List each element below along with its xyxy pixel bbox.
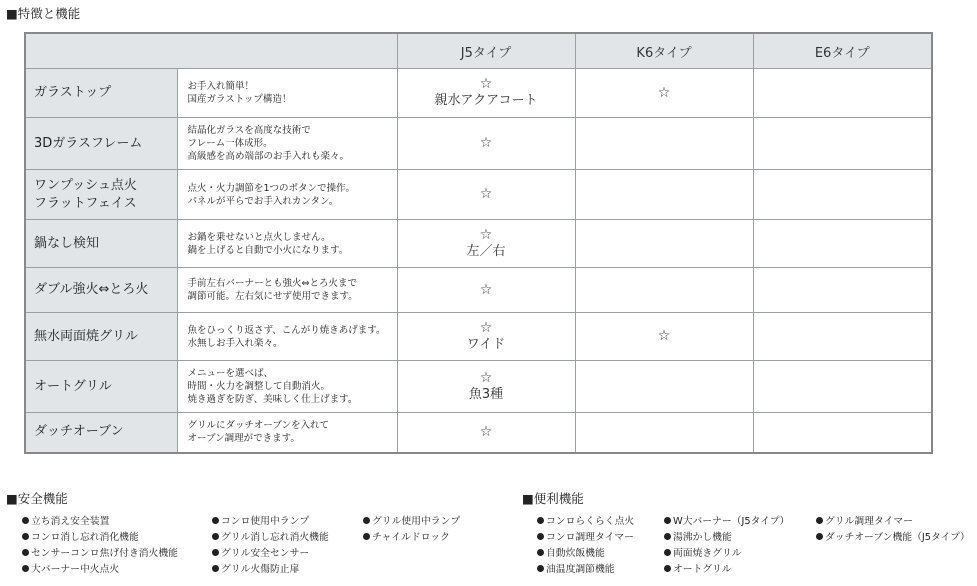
list-item-label: コンロ使用中ランプ (221, 516, 310, 527)
description-line: 結晶化ガラスを高度な技術で (187, 125, 311, 136)
description-line: 焼き過ぎを防ぎ、美味しく仕上げます。 (187, 394, 358, 405)
k6-cell (575, 69, 753, 118)
bullet-icon (537, 565, 544, 572)
feature-name (25, 69, 177, 118)
list-item-label: 立ち消え安全装置 (31, 516, 110, 527)
list-item-label: コンロ消し忘れ消化機能 (31, 532, 139, 543)
list-item (22, 546, 178, 562)
feature-description (177, 313, 397, 361)
j5-cell (397, 413, 575, 453)
list-item-label: W大バーナー（J5タイプ） (673, 516, 790, 527)
star-icon: ☆ (479, 226, 493, 243)
description-line: お手入れ簡単！ (187, 81, 255, 92)
description-line: お鍋を乗せないと点火しません。 (187, 231, 331, 243)
star-icon: ☆ (657, 328, 671, 344)
convenience-section-title: ■便利機能 (522, 491, 584, 506)
j5-cell (397, 268, 575, 313)
feature-description (177, 220, 397, 268)
e6-cell (753, 361, 932, 413)
bullet-icon (816, 517, 823, 524)
bullet-icon (664, 517, 671, 524)
feature-description (177, 361, 397, 413)
j5-note: 左／右 (466, 243, 506, 259)
star-icon: ☆ (479, 319, 493, 336)
list-item (664, 514, 789, 530)
list-item-label: グリル安全センサー (221, 548, 310, 559)
table-row (25, 268, 932, 313)
bullet-icon (22, 517, 29, 524)
description-line: パネルが平らでお手入れカンタン。 (187, 195, 339, 207)
k6-cell (575, 413, 753, 453)
table-row (25, 118, 932, 170)
feature-name (25, 220, 177, 268)
list-item-label: コンロ調理タイマー (546, 532, 634, 543)
feature-name-line: ワンプッシュ点火 (34, 177, 137, 193)
list-item (22, 530, 178, 546)
k6-cell (575, 118, 753, 170)
feature-name-line: フラットフェイス (34, 195, 137, 211)
bullet-icon (212, 549, 219, 556)
table-row (25, 220, 932, 268)
bullet-icon (664, 549, 671, 556)
feature-name-line: 無水両面焼グリル (34, 328, 139, 344)
table-row (25, 413, 932, 453)
star-icon: ☆ (479, 76, 493, 92)
e6-cell (753, 69, 932, 118)
bullet-icon (212, 533, 219, 540)
feature-description (177, 69, 397, 118)
list-item (537, 562, 634, 578)
list-item-label: チャイルドロック (372, 532, 450, 543)
table-header-row (25, 33, 932, 69)
bullet-icon (212, 565, 219, 572)
j5-note: 魚3種 (468, 386, 504, 402)
j5-cell (397, 361, 575, 413)
description-line: 鍋を上げると自動で小火になります。 (187, 244, 349, 256)
e6-cell (753, 268, 932, 313)
list-item (212, 514, 329, 530)
description-line: 高級感を高め端部のお手入れも楽々。 (187, 151, 350, 162)
convenience-list-col1 (537, 514, 634, 578)
star-icon: ☆ (479, 369, 493, 386)
j5-cell (397, 69, 575, 118)
e6-cell (753, 170, 932, 220)
list-item (363, 514, 460, 530)
description-line: フレーム一体成形。 (187, 138, 273, 149)
list-item (363, 530, 460, 546)
bullet-icon (664, 533, 671, 540)
star-icon: ☆ (479, 186, 493, 202)
bullet-icon (22, 565, 29, 572)
list-item (664, 546, 789, 562)
list-item (212, 546, 329, 562)
bullet-icon (363, 533, 370, 540)
feature-description (177, 118, 397, 170)
bullet-icon (22, 549, 29, 556)
feature-name (25, 313, 177, 361)
bullet-icon (363, 517, 370, 524)
feature-name (25, 118, 177, 170)
description-line: 調節可能。左右気にせず使用できます。 (187, 291, 358, 302)
list-item (816, 530, 970, 546)
description-line: 水無しお手入れ楽々。 (187, 337, 283, 349)
feature-name-line: オートグリル (34, 378, 112, 394)
list-item-label: ダッチオーブン機能（J5タイプ） (825, 532, 970, 543)
feature-name (25, 361, 177, 413)
j5-cell (397, 170, 575, 220)
features-table (24, 32, 933, 454)
header-blank (25, 33, 397, 69)
description-line: オーブン調理ができます。 (187, 433, 300, 445)
header-k6: K6タイプ (575, 33, 753, 69)
list-item-label: 自動炊飯機能 (546, 548, 605, 559)
header-j5: J5タイプ (397, 33, 575, 69)
list-item (537, 546, 634, 562)
bullet-icon (22, 533, 29, 540)
list-item-label: センサーコンロ焦げ付き消火機能 (31, 548, 178, 559)
k6-cell (575, 361, 753, 413)
convenience-list-col3 (816, 514, 970, 546)
description-line: メニューを選べば、 (187, 368, 274, 379)
star-icon: ☆ (479, 281, 493, 298)
k6-cell (575, 268, 753, 313)
list-item-label: オートグリル (673, 564, 732, 575)
safety-list-col2 (212, 514, 329, 578)
star-icon: ☆ (479, 423, 493, 440)
k6-cell (575, 220, 753, 268)
convenience-list-col2 (664, 514, 789, 578)
bullet-icon (664, 565, 671, 572)
list-item (664, 562, 789, 578)
j5-note: ワイド (466, 336, 506, 352)
k6-cell (575, 313, 753, 361)
feature-name-line: ダッチオーブン (34, 424, 124, 440)
list-item-label: グリル火傷防止扉 (221, 564, 300, 575)
list-item-label: 油温度調節機能 (546, 564, 615, 575)
description-line: 国産ガラストップ構造！ (187, 94, 292, 105)
feature-name-line: 鍋なし検知 (34, 235, 100, 251)
feature-name-line: 3Dガラスフレーム (34, 135, 143, 151)
j5-cell (397, 220, 575, 268)
description-line: 魚をひっくり返さず、こんがり焼きあげます。 (187, 324, 386, 336)
table-row (25, 170, 932, 220)
list-item-label: コンロらくらく点火 (546, 516, 635, 527)
list-item-label: 両面焼きグリル (673, 548, 742, 559)
list-item (22, 562, 178, 578)
safety-section-title: ■安全機能 (6, 491, 68, 506)
feature-name (25, 268, 177, 313)
e6-cell (753, 220, 932, 268)
e6-cell (753, 413, 932, 453)
feature-description (177, 268, 397, 313)
header-e6: E6タイプ (753, 33, 932, 69)
list-item-label: グリル調理タイマー (825, 516, 913, 527)
list-item (22, 514, 178, 530)
list-item (816, 514, 970, 530)
list-item (212, 530, 329, 546)
description-line: グリルにダッチオーブンを入れて (187, 420, 329, 432)
list-item-label: 湯沸かし機能 (673, 532, 732, 543)
table-row (25, 69, 932, 118)
list-item (664, 530, 789, 546)
bullet-icon (537, 549, 544, 556)
bullet-icon (212, 517, 219, 524)
feature-description (177, 413, 397, 453)
list-item (212, 562, 329, 578)
table-row (25, 361, 932, 413)
list-item (537, 514, 634, 530)
j5-cell (397, 118, 575, 170)
list-item-label: グリル消し忘れ消火機能 (221, 532, 329, 543)
feature-name-line: ダブル強火⇔とろ火 (34, 282, 149, 297)
e6-cell (753, 118, 932, 170)
description-line: 手前左右バーナーとも強火⇔とろ火まで (187, 278, 357, 289)
star-icon: ☆ (657, 84, 671, 101)
safety-list-col1 (22, 514, 178, 578)
bullet-icon (537, 533, 544, 540)
j5-note: 親水アクアコート (434, 93, 538, 108)
e6-cell (753, 313, 932, 361)
features-section-title: ■特徴と機能 (6, 6, 81, 21)
feature-name-line: ガラストップ (34, 85, 112, 100)
table-row (25, 313, 932, 361)
list-item-label: 大バーナー中火点火 (31, 564, 120, 575)
description-line: 時間・火力を調整して自動消火。 (187, 381, 331, 392)
description-line: 点火・火力調節を1つのボタンで操作。 (187, 182, 356, 194)
j5-cell (397, 313, 575, 361)
bullet-icon (816, 533, 823, 540)
feature-description (177, 170, 397, 220)
feature-name (25, 413, 177, 453)
bullet-icon (537, 517, 544, 524)
k6-cell (575, 170, 753, 220)
list-item (537, 530, 634, 546)
star-icon: ☆ (479, 135, 493, 151)
feature-name (25, 170, 177, 220)
list-item-label: グリル使用中ランプ (372, 516, 461, 527)
safety-list-col3 (363, 514, 460, 546)
